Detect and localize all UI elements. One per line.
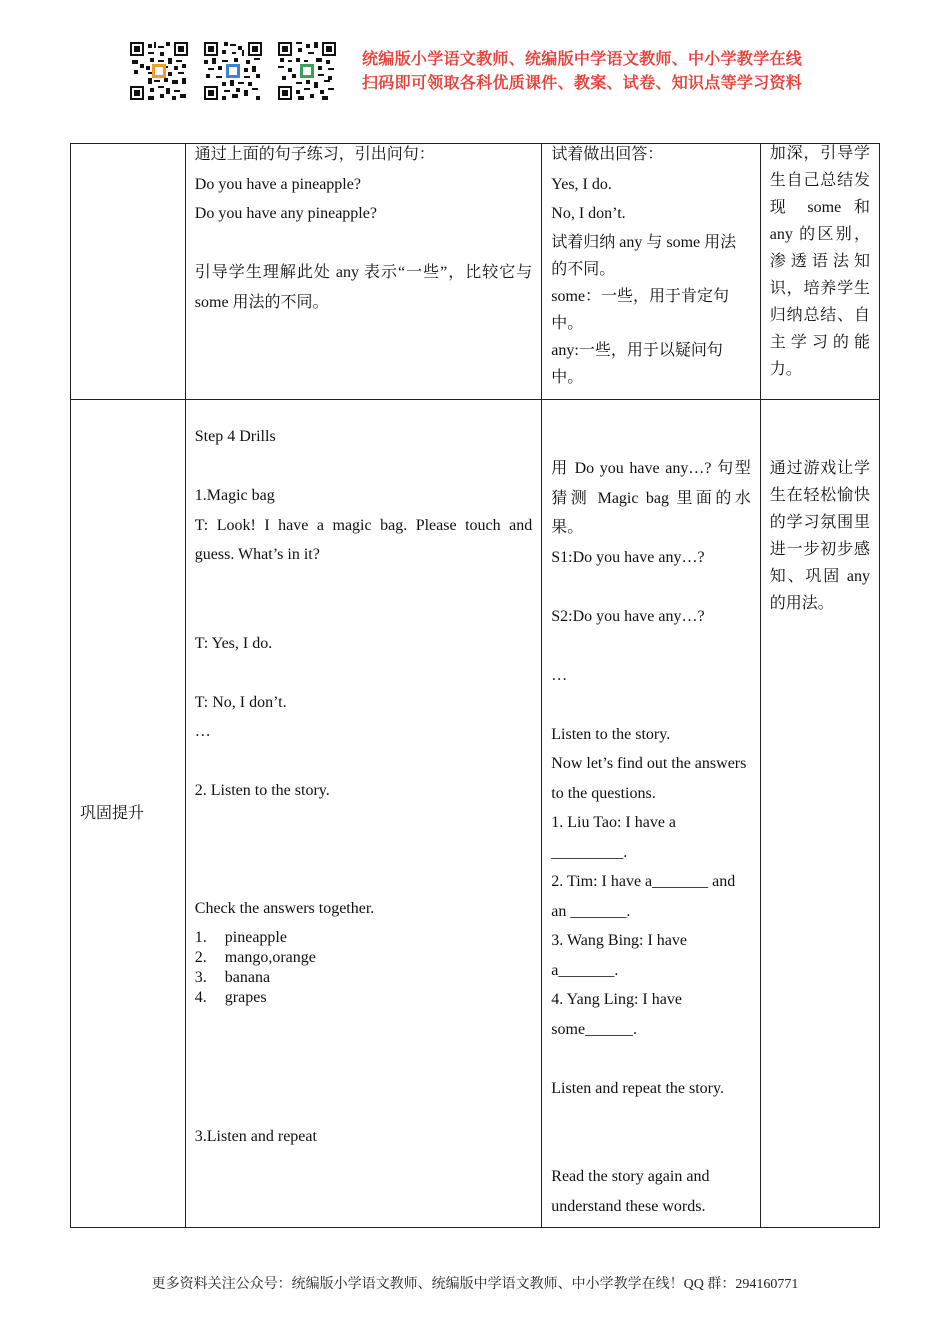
- text-line: Now let’s find out the answers to the questions.: [551, 755, 747, 802]
- promo-text: [362, 47, 802, 95]
- text-line: 试着归纳 any 与 some 用法的不同。: [551, 233, 737, 278]
- purpose-cell: [760, 400, 879, 1228]
- text-line: 1. Liu Tao: I have a _________.: [551, 814, 677, 861]
- lesson-plan-table: [70, 143, 880, 1228]
- qr-code-3[interactable]: [278, 42, 336, 100]
- purpose-text: 加深，引导学生自己总结发现 some 和 any 的区别，渗透语法知识，培养学生归纳总结、自主学习的能力。: [769, 145, 870, 378]
- text-line: T: Yes, I do.: [194, 634, 273, 652]
- teacher-activity-cell: [185, 400, 541, 1228]
- text-line: 用 Do you have any…? 句型猜测 Magic bag 里面的水果。: [551, 460, 751, 536]
- text-line: S1:Do you have any…?: [551, 548, 705, 566]
- text-line: T: Look! I have a magic bag. Please touch and guess. What’s in it?: [194, 516, 533, 563]
- footer-text: 更多资料关注公众号：统编版小学语文教师、统编版中学语文教师、中小学教学在线！QQ 群：294160771: [151, 1277, 799, 1292]
- text-line: S2:Do you have any…?: [551, 607, 705, 625]
- text-line: …: [551, 666, 568, 684]
- text-line: …: [194, 723, 211, 740]
- text-line: Check the answers together.: [194, 900, 375, 917]
- header-banner: [130, 42, 830, 102]
- qr-code-2[interactable]: [204, 42, 262, 100]
- text-line: 2. Listen to the story.: [194, 782, 330, 799]
- text-line: 通过上面的句子练习，引出问句：: [194, 146, 435, 163]
- text-line: T: No, I don’t.: [194, 693, 287, 711]
- answer-list: [195, 928, 532, 1008]
- qr-code-icon: [204, 42, 262, 100]
- stage-cell: 巩固提升: [71, 400, 186, 1228]
- purpose-cell: [760, 144, 879, 400]
- text-line: Do you have a pineapple?: [194, 175, 361, 193]
- text-line: Do you have any pineapple?: [194, 205, 377, 222]
- list-item: 4. grapes: [194, 988, 267, 1006]
- text-line: Listen and repeat the story.: [551, 1079, 724, 1097]
- step-title: Step 4 Drills: [194, 428, 276, 445]
- list-item: 3. banana: [194, 968, 271, 986]
- table-row: [71, 400, 880, 1228]
- text-line: 试着做出回答：: [551, 146, 664, 163]
- stage-cell: [71, 144, 186, 400]
- qr-code-icon: [130, 42, 188, 100]
- text-line: 3.Listen and repeat: [194, 1127, 317, 1145]
- promo-line-2: 扫码即可领取各科优质课件、教案、试卷、知识点等学习资料: [362, 73, 803, 92]
- text-line: Listen to the story.: [551, 725, 671, 743]
- text-line: 引导学生理解此处 any 表示“一些”，比较它与 some 用法的不同。: [194, 264, 533, 311]
- qr-code-icon: [278, 42, 336, 100]
- text-line: No, I don’t.: [551, 205, 626, 222]
- text-line: 3. Wang Bing: I have a_______.: [551, 932, 687, 979]
- teacher-activity-cell: [185, 144, 541, 400]
- student-activity-cell: [542, 400, 761, 1228]
- text-line: Yes, I do.: [551, 175, 612, 193]
- text-line: some：一些，用于肯定句中。: [551, 287, 730, 332]
- text-line: Read the story again and understand these words.: [551, 1168, 710, 1215]
- qr-code-1[interactable]: [130, 42, 188, 100]
- text-line: any:一些，用于以疑问句中。: [551, 341, 723, 386]
- table-row: [71, 144, 880, 400]
- student-activity-cell: [542, 144, 761, 400]
- text-line: 2. Tim: I have a_______ and an _______.: [551, 873, 736, 920]
- text-line: 4. Yang Ling: I have some______.: [551, 991, 682, 1038]
- promo-line-1: 统编版小学语文教师、统编版中学语文教师、中小学教学在线: [362, 49, 803, 68]
- list-item: 1. pineapple: [194, 928, 287, 946]
- purpose-text: 通过游戏让学生在轻松愉快的学习氛围里进一步初步感知、巩固 any 的用法。: [769, 460, 870, 612]
- list-item: 2. mango,orange: [194, 948, 316, 966]
- text-line: 1.Magic bag: [194, 487, 275, 504]
